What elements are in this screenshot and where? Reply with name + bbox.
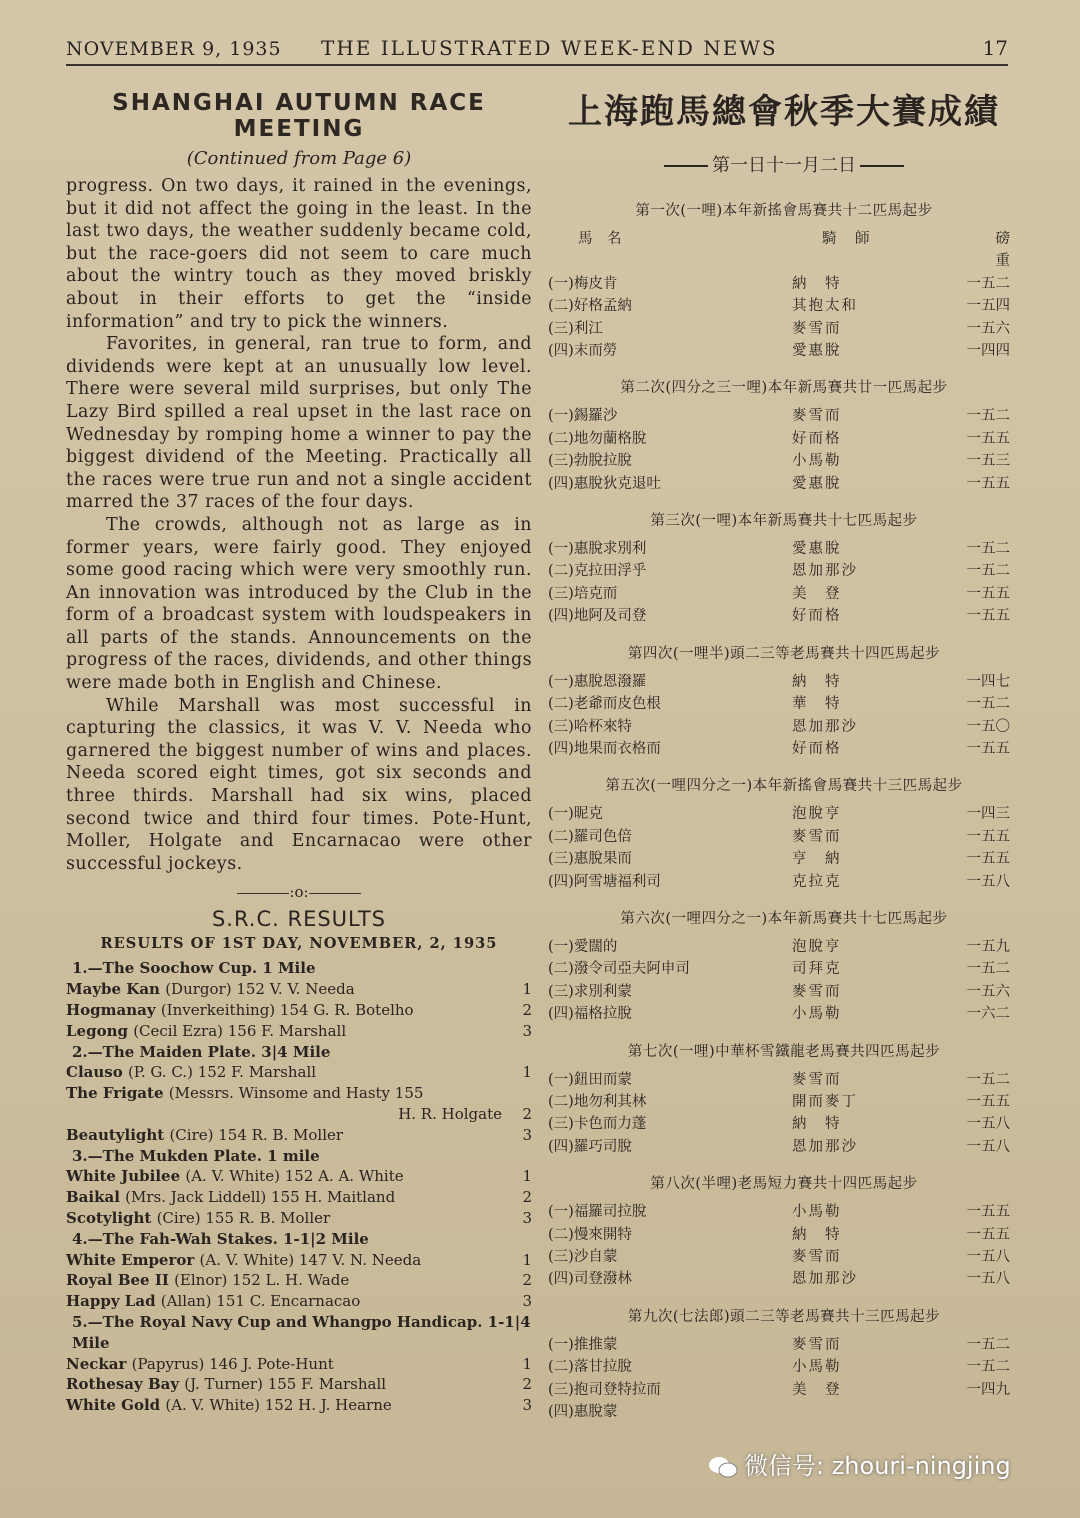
weight: 一五八 [966, 1138, 1010, 1155]
finish-place: 3 [522, 1292, 532, 1311]
chinese-result-row [548, 340, 1020, 362]
weight: 一五二 [966, 1359, 1010, 1376]
chinese-result-row [548, 1136, 1020, 1158]
section-divider: :o: [66, 883, 532, 901]
horse-name: (二)羅司色倍 [548, 828, 632, 845]
horse-name: Neckar [66, 1354, 132, 1373]
chinese-result-row [548, 716, 1020, 738]
weight: 一五四 [966, 298, 1010, 315]
weight: 一五九 [966, 938, 1010, 955]
result-entry [66, 979, 532, 1000]
chinese-result-row [548, 1379, 1020, 1401]
weight: 一四七 [966, 673, 1010, 690]
jockey-name: H. R. Holgate [398, 1104, 502, 1123]
chinese-column [548, 84, 1025, 1437]
horse-name: (一)惠脫恩潑羅 [548, 673, 647, 690]
weight: 一五二 [966, 696, 1010, 713]
finish-place: 2 [522, 1104, 532, 1123]
jockey-name: 麥雪而 [792, 828, 842, 845]
weight: 一五二 [966, 1336, 1010, 1353]
weight: 一五二 [966, 408, 1010, 425]
chinese-result-row [548, 1003, 1020, 1025]
horse-name: (一)錫羅沙 [548, 408, 618, 425]
chinese-result-row [548, 583, 1020, 605]
chinese-column-headers [548, 228, 1025, 273]
continued-note: (Continued from Page 6) [186, 148, 412, 169]
chinese-race [548, 642, 1020, 761]
result-entry [66, 1395, 532, 1416]
result-entry [66, 1270, 532, 1291]
finish-place: 2 [522, 1271, 532, 1290]
jockey-name: 小馬勒 [792, 1359, 842, 1376]
column-header: 騎 師 [822, 231, 872, 247]
result-entry [66, 1000, 532, 1021]
finish-place: 1 [522, 1250, 532, 1269]
jockey-name [792, 1401, 942, 1423]
horse-name: (二)潑令司亞夫阿申司 [548, 961, 690, 978]
weight: 一五五 [966, 1204, 1010, 1221]
chinese-race [548, 1305, 1020, 1424]
chinese-race-title: 第一次(一哩)本年新搖會馬賽共十二匹馬起步 [635, 203, 933, 219]
weight: 一四四 [966, 343, 1010, 360]
horse-name: (三)利江 [548, 320, 603, 337]
chinese-result-row [548, 671, 1020, 693]
owner-weight-jockey: (J. Turner) 155 F. Marshall [184, 1375, 387, 1394]
horse-name: (三)卡色而力蓬 [548, 1116, 647, 1133]
jockey-name: 恩加那沙 [792, 563, 858, 580]
jockey-name: 泡脫亨 [792, 806, 842, 823]
owner-weight-jockey: (Messrs. Winsome and Hasty 155 [168, 1084, 424, 1103]
article-paragraph: progress. On two days, it rained in the evenings, but it did not affect the going in the least. In the last two days, the weather suddenly became cold, but the race-goers did not seem to care much about the wintry touch as they moved briskly about in their efforts to get the “inside information” and try to pick the winners. [66, 176, 532, 332]
chinese-result-row [548, 538, 1020, 560]
chinese-race-title: 第五次(一哩四分之一)本年新搖會馬賽共十三匹馬起步 [605, 778, 963, 795]
horse-name: (一)推推蒙 [548, 1336, 618, 1353]
result-entry [66, 1187, 532, 1208]
chinese-result-row [548, 450, 1020, 472]
race-title: 5.—The Royal Navy Cup and Whangpo Handicap. 1-1|4 Mile [72, 1312, 531, 1352]
owner-weight-jockey: (A. V. White) 152 H. J. Hearne [165, 1396, 392, 1415]
race-title: 1.—The Soochow Cup. 1 Mile [72, 959, 316, 978]
jockey-name: 麥雪而 [792, 1336, 842, 1353]
finish-place: 3 [522, 1021, 532, 1040]
jockey-name: 愛惠脫 [792, 475, 842, 492]
weight [942, 1401, 1020, 1423]
horse-name: Scotylight [66, 1208, 157, 1227]
weight: 一五八 [966, 1271, 1010, 1288]
owner-weight-jockey: (P. G. C.) 152 F. Marshall [127, 1063, 317, 1082]
weight: 一六二 [966, 1006, 1010, 1023]
weight: 一五二 [966, 563, 1010, 580]
finish-place: 1 [522, 1354, 532, 1373]
result-entry [66, 1083, 532, 1125]
horse-name: (二)克拉田浮乎 [548, 563, 647, 580]
jockey-name: 亨 納 [792, 851, 842, 868]
chinese-result-row [548, 871, 1020, 893]
horse-name: Hogmanay [66, 1001, 161, 1019]
jockey-name: 好而格 [792, 740, 842, 757]
horse-name: (四)惠脫狄克退吐 [548, 475, 661, 492]
owner-weight-jockey: (Papyrus) 146 J. Pote-Hunt [131, 1354, 334, 1373]
article-body [66, 175, 532, 875]
results-day-title: RESULTS OF 1ST DAY, NOVEMBER, 2, 1935 [100, 935, 498, 953]
results-list [66, 958, 532, 1416]
chinese-race-title: 第九次(七法郎)頭二三等老馬賽共十三匹馬起步 [627, 1308, 941, 1325]
weight: 一五五 [966, 740, 1010, 757]
owner-weight-jockey: (A. V. White) 152 A. A. White [185, 1167, 404, 1186]
result-entry [66, 1374, 532, 1395]
jockey-name: 恩加那沙 [792, 1271, 858, 1288]
jockey-name: 開而麥丁 [792, 1093, 858, 1110]
jockey-name: 愛惠脫 [792, 541, 842, 558]
chinese-date: 第一日十一月二日 [548, 151, 1020, 177]
horse-name: (一)梅皮肯 [548, 275, 618, 292]
chinese-result-row [548, 803, 1020, 825]
horse-name: (三)求別利蒙 [548, 983, 632, 1000]
horse-name: (四)福格拉脫 [548, 1006, 632, 1023]
jockey-name: 麥雪而 [792, 1071, 842, 1088]
finish-place: 1 [522, 1167, 532, 1186]
chinese-result-row [548, 1069, 1020, 1091]
result-entry [66, 1354, 532, 1375]
finish-place: 3 [522, 1396, 532, 1415]
weight: 一五二 [966, 275, 1010, 292]
horse-name: (三)惠脫果而 [548, 851, 632, 868]
jockey-name: 其抱太和 [792, 298, 858, 315]
horse-name: (二)落甘拉脫 [548, 1359, 632, 1376]
weight: 一五二 [966, 1071, 1010, 1088]
chinese-result-row [548, 428, 1020, 450]
chinese-result-row [548, 1091, 1020, 1113]
page-header [66, 34, 1008, 66]
weight: 一五五 [966, 585, 1010, 602]
jockey-name: 麥雪而 [792, 983, 842, 1000]
horse-name: Royal Bee II [66, 1271, 175, 1290]
horse-name: (三)培克而 [548, 585, 618, 602]
chinese-result-row [548, 560, 1020, 582]
weight: 一五二 [966, 961, 1010, 978]
page-number: 17 [982, 36, 1008, 60]
chinese-result-row [548, 1401, 1020, 1423]
horse-name: (四)司登潑林 [548, 1271, 632, 1288]
weight: 一五五 [966, 1093, 1010, 1110]
jockey-name: 小馬勒 [792, 1204, 842, 1221]
chinese-result-row [548, 958, 1020, 980]
chinese-race-title: 第二次(四分之三一哩)本年新馬賽共廿一匹馬起步 [620, 380, 948, 397]
finish-place: 2 [522, 1001, 532, 1019]
weight: 一五五 [966, 828, 1010, 845]
horse-name: (三)勃脫拉脫 [548, 453, 632, 470]
horse-name: White Emperor [66, 1250, 200, 1269]
chinese-race-title: 第七次(一哩)中華杯雪鐵龍老馬賽共四匹馬起步 [627, 1043, 941, 1060]
horse-name: (四)阿雪塘福利司 [548, 873, 661, 890]
weight: 一五五 [966, 430, 1010, 447]
chinese-result-row [548, 473, 1020, 495]
weight: 一五五 [966, 608, 1010, 625]
horse-name: (四)惠脫蒙 [548, 1404, 618, 1421]
race-title: 2.—The Maiden Plate. 3|4 Mile [72, 1042, 331, 1061]
horse-name: (二)老爺而皮色根 [548, 696, 661, 713]
horse-name: (二)地勿利其林 [548, 1093, 647, 1110]
column-header: 磅 重 [995, 231, 1025, 270]
owner-weight-jockey: (Cecil Ezra) 156 F. Marshall [133, 1021, 347, 1040]
jockey-name: 司拜克 [792, 961, 842, 978]
publication-name: THE ILLUSTRATED WEEK-END NEWS [321, 36, 778, 60]
owner-weight-jockey: (Cire) 154 R. B. Moller [169, 1125, 344, 1144]
result-entry [66, 1291, 532, 1312]
jockey-name: 美 登 [792, 1381, 842, 1398]
result-entry [66, 1062, 532, 1083]
horse-name: (四)羅巧司脫 [548, 1138, 632, 1155]
chinese-race-title: 第四次(一哩半)頭二三等老馬賽共十四匹馬起步 [627, 645, 941, 662]
english-column [66, 90, 532, 1416]
jockey-name: 華 特 [792, 696, 842, 713]
results-title: S.R.C. RESULTS [211, 907, 387, 932]
horse-name: Happy Lad [66, 1292, 161, 1311]
chinese-race-title: 第六次(一哩四分之一)本年新馬賽共十七匹馬起步 [620, 910, 948, 927]
jockey-name: 小馬勒 [792, 1006, 842, 1023]
chinese-result-row [548, 1224, 1020, 1246]
article-title: SHANGHAI AUTUMN RACE MEETING [112, 90, 486, 142]
weight: 一五五 [966, 475, 1010, 492]
finish-place: 1 [522, 980, 532, 999]
finish-place: 2 [522, 1188, 532, 1207]
horse-name: (二)好格孟納 [548, 298, 632, 315]
jockey-name: 納 特 [792, 1116, 842, 1133]
chinese-result-row [548, 405, 1020, 427]
chinese-result-row [548, 273, 1020, 295]
jockey-name: 恩加那沙 [792, 718, 858, 735]
horse-name: White Gold [66, 1396, 166, 1415]
weight: 一五二 [966, 541, 1010, 558]
chinese-race [548, 1040, 1020, 1159]
jockey-name: 好而格 [792, 430, 842, 447]
weight: 一四三 [966, 806, 1010, 823]
horse-name: Rothesay Bay [66, 1375, 185, 1394]
jockey-name: 泡脫亨 [792, 938, 842, 955]
article-paragraph: The crowds, although not as large as in former years, were fairly good. They enjoyed some good racing which were very smoothly run. An innovation was introduced by the Club in the form of a broadcast system with loudspeakers in all parts of the stands. Announcements on the progress of the races, dividends, and other things were made both in English and Chinese. [66, 514, 532, 694]
chinese-title: 上海跑馬總會秋季大賽成績 [568, 92, 1000, 132]
result-entry [66, 1208, 532, 1229]
horse-name: (一)鈕田而蒙 [548, 1071, 632, 1088]
horse-name: (二)地勿蘭格脫 [548, 430, 647, 447]
chinese-results [548, 199, 1025, 1423]
jockey-name: 好而格 [792, 608, 842, 625]
chinese-result-row [548, 693, 1020, 715]
watermark: 微信号: zhouri-ningjing [708, 1446, 1011, 1481]
horse-name: (一)愛闊的 [548, 938, 618, 955]
column-header: 馬 名 [578, 231, 622, 247]
weight: 一五〇 [966, 718, 1010, 735]
horse-name: (三)沙自蒙 [548, 1249, 618, 1265]
horse-name: The Frigate [66, 1084, 169, 1103]
chinese-race [548, 509, 1020, 628]
weight: 一五五 [966, 851, 1010, 868]
horse-name: (三)哈杯來特 [548, 718, 632, 735]
race-title: 3.—The Mukden Plate. 1 mile [72, 1146, 320, 1165]
weight: 一五八 [966, 873, 1010, 890]
weight: 一五六 [966, 320, 1010, 337]
article-paragraph: Favorites, in general, ran true to form, and dividends were kept at an unusually low level. There were several mild surprises, but only The Lazy Bird spilled a real upset in the last race on Wednesday by romping home a winner to pay the biggest dividend of the Meeting. Practically all the races were true run and not a single accident marred the 37 races of the four days. [66, 334, 532, 513]
horse-name: White Jubilee [66, 1167, 186, 1186]
horse-name: Baikal [66, 1188, 126, 1207]
chinese-result-row [548, 1268, 1020, 1290]
owner-weight-jockey: (Inverkeithing) 154 G. R. Botelho [160, 1001, 414, 1019]
result-entry [66, 1250, 532, 1271]
horse-name: (四)末而勞 [548, 343, 618, 360]
horse-name: Legong [66, 1021, 134, 1040]
horse-name: (一)惠脫求別利 [548, 541, 647, 558]
result-entry [66, 1125, 532, 1146]
weight: 一四九 [966, 1381, 1010, 1398]
horse-name: (四)地阿及司登 [548, 608, 647, 625]
chinese-race-title: 第三次(一哩)本年新馬賽共十七匹馬起步 [650, 513, 918, 530]
owner-weight-jockey: (Allan) 151 C. Encarnacao [160, 1292, 361, 1311]
horse-name: Maybe Kan [66, 980, 166, 999]
horse-name: (一)昵克 [548, 806, 603, 823]
horse-name: (一)福羅司拉脫 [548, 1204, 647, 1221]
jockey-name: 美 登 [792, 585, 842, 602]
weight: 一五八 [966, 1116, 1010, 1133]
result-entry [66, 1166, 532, 1187]
chinese-result-row [548, 1246, 1020, 1268]
jockey-name: 恩加那沙 [792, 1138, 858, 1155]
jockey-name: 克拉克 [792, 873, 842, 890]
jockey-name: 納 特 [792, 275, 842, 292]
chinese-result-row [548, 936, 1020, 958]
jockey-name: 小馬勒 [792, 453, 842, 470]
owner-weight-jockey: (Cire) 155 R. B. Moller [156, 1208, 331, 1227]
race-title: 4.—The Fah-Wah Stakes. 1-1|2 Mile [72, 1229, 369, 1248]
chinese-race [548, 199, 1025, 362]
horse-name: Beautylight [66, 1125, 170, 1144]
jockey-name: 麥雪而 [792, 320, 842, 337]
weight: 一五三 [966, 453, 1010, 470]
chinese-result-row [548, 1356, 1020, 1378]
weight: 一五五 [966, 1226, 1010, 1243]
chinese-race [548, 1172, 1020, 1291]
jockey-name: 麥雪而 [792, 1249, 842, 1265]
horse-name: (四)地果而衣格而 [548, 740, 661, 757]
horse-name: Clauso [66, 1063, 128, 1082]
article-paragraph: While Marshall was most successful in capturing the classics, it was V. V. Needa who garnered the biggest number of wins and places. Needa scored eight times, got six seconds and three thirds. Marshall had six wins, placed second twice and third four times. Pote-Hunt, Moller, Holgate and Encarnacao were other successful jockeys. [66, 695, 532, 874]
chinese-result-row [548, 1113, 1020, 1135]
horse-name: (二)慢來開特 [548, 1226, 632, 1243]
owner-weight-jockey: (Mrs. Jack Liddell) 155 H. Maitland [125, 1188, 396, 1207]
owner-weight-jockey: (Durgor) 152 V. V. Needa [165, 980, 355, 999]
jockey-name: 愛惠脫 [792, 343, 842, 360]
finish-place: 3 [522, 1208, 532, 1227]
chinese-race [548, 907, 1020, 1026]
chinese-result-row [548, 318, 1020, 340]
finish-place: 3 [522, 1125, 532, 1144]
chinese-result-row [548, 605, 1020, 627]
chinese-result-row [548, 738, 1020, 760]
weight: 一五八 [966, 1249, 1010, 1265]
chinese-result-row [548, 826, 1020, 848]
chinese-result-row [548, 295, 1020, 317]
chinese-result-row [548, 1334, 1020, 1356]
chinese-race [548, 376, 1020, 495]
issue-date: NOVEMBER 9, 1935 [66, 38, 282, 60]
owner-weight-jockey: (Elnor) 152 L. H. Wade [174, 1271, 350, 1290]
wechat-icon [708, 1455, 738, 1479]
chinese-result-row [548, 981, 1020, 1003]
chinese-result-row [548, 848, 1020, 870]
jockey-name: 納 特 [792, 673, 842, 690]
chinese-race [548, 774, 1020, 893]
chinese-race-title: 第八次(半哩)老馬短力賽共十四匹馬起步 [650, 1176, 918, 1193]
chinese-result-row [548, 1201, 1020, 1223]
jockey-name: 麥雪而 [792, 408, 842, 425]
jockey-name: 納 特 [792, 1226, 842, 1243]
horse-name: (三)抱司登特拉而 [548, 1381, 661, 1398]
owner-weight-jockey: (A. V. White) 147 V. N. Needa [199, 1250, 422, 1269]
finish-place: 2 [522, 1375, 532, 1394]
finish-place: 1 [522, 1063, 532, 1082]
weight: 一五六 [966, 983, 1010, 1000]
result-entry [66, 1021, 532, 1042]
